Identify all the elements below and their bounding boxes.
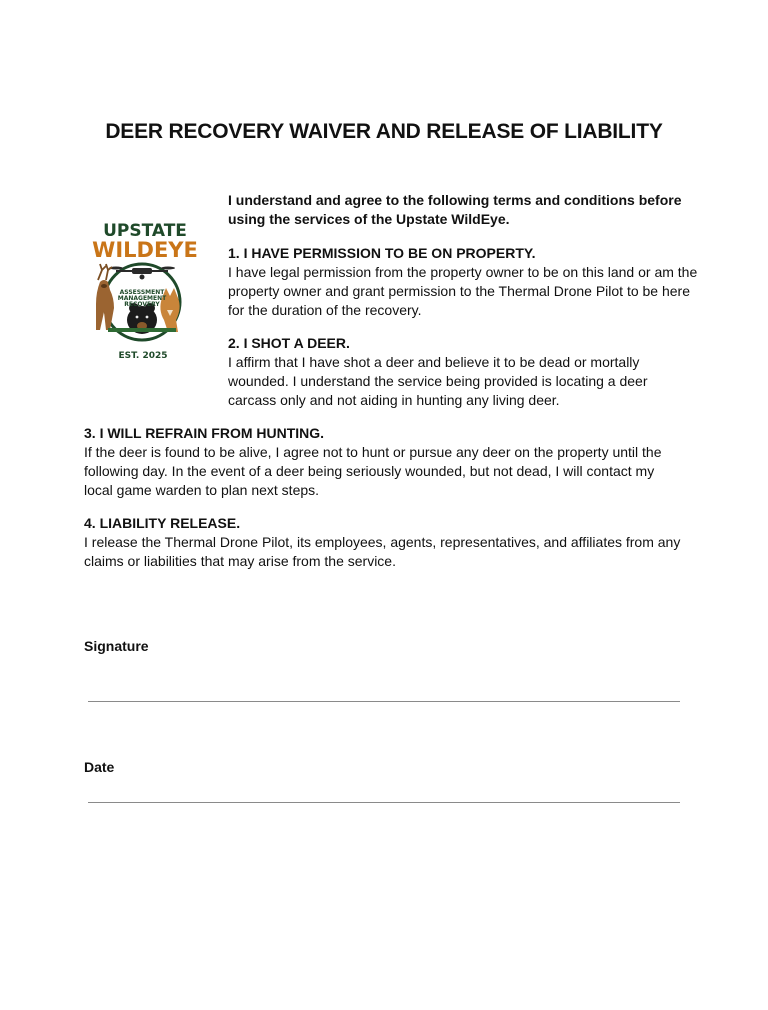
deer-icon: [96, 264, 114, 330]
logo-tag-assessment: ASSESSMENT: [119, 289, 165, 296]
logo-tag-recovery: RECOVERY: [124, 301, 160, 308]
document-title: DEER RECOVERY WAIVER AND RELEASE OF LIABILITY: [105, 120, 663, 143]
logo-text-upstate: UPSTATE: [103, 221, 187, 241]
section-shot-deer: [228, 334, 698, 410]
section-body: I have legal permission from the property owner to be on this land or am the property owner and grant permission to the Thermal Drone Pilot to be here for the duration of the recovery.: [228, 264, 698, 318]
section-body: I affirm that I have shot a deer and believe it to be dead or mortally wounded. I understand the service being provided is locating a deer carcass only and not aiding in hunting any living deer.: [228, 354, 648, 408]
signature-label: Signature: [84, 638, 149, 654]
signature-line[interactable]: [88, 701, 680, 702]
date-line[interactable]: [88, 802, 680, 803]
section-body: I release the Thermal Drone Pilot, its employees, agents, representatives, and affiliates from any claims or liabilities that may arise from the service.: [84, 534, 681, 569]
logo-emblem: [84, 212, 206, 364]
date-label: Date: [84, 759, 115, 775]
logo-text-wildeye: WILDEYE: [92, 238, 198, 262]
section-liability-release: [84, 514, 684, 571]
section-heading: 3. I WILL REFRAIN FROM HUNTING.: [84, 425, 325, 441]
upstate-wildeye-logo: [84, 212, 206, 364]
logo-tag-management: MANAGEMENT: [117, 295, 167, 302]
section-heading: 2. I SHOT A DEER.: [228, 335, 350, 351]
intro-statement: I understand and agree to the following terms and conditions before using the services of the Upstate WildEye.: [228, 192, 682, 227]
section-heading: 4. LIABILITY RELEASE.: [84, 515, 241, 531]
logo-est-year: EST. 2025: [118, 351, 168, 361]
logo-grass: [108, 328, 176, 332]
section-permission: [228, 244, 698, 320]
section-refrain-hunting: [84, 424, 684, 500]
section-heading: 1. I HAVE PERMISSION TO BE ON PROPERTY.: [228, 245, 536, 261]
section-body: If the deer is found to be alive, I agree not to hunt or pursue any deer on the property until the following day. In the event of a deer being seriously wounded, but not dead, I will contact my local game warden to plan next steps.: [84, 444, 662, 498]
